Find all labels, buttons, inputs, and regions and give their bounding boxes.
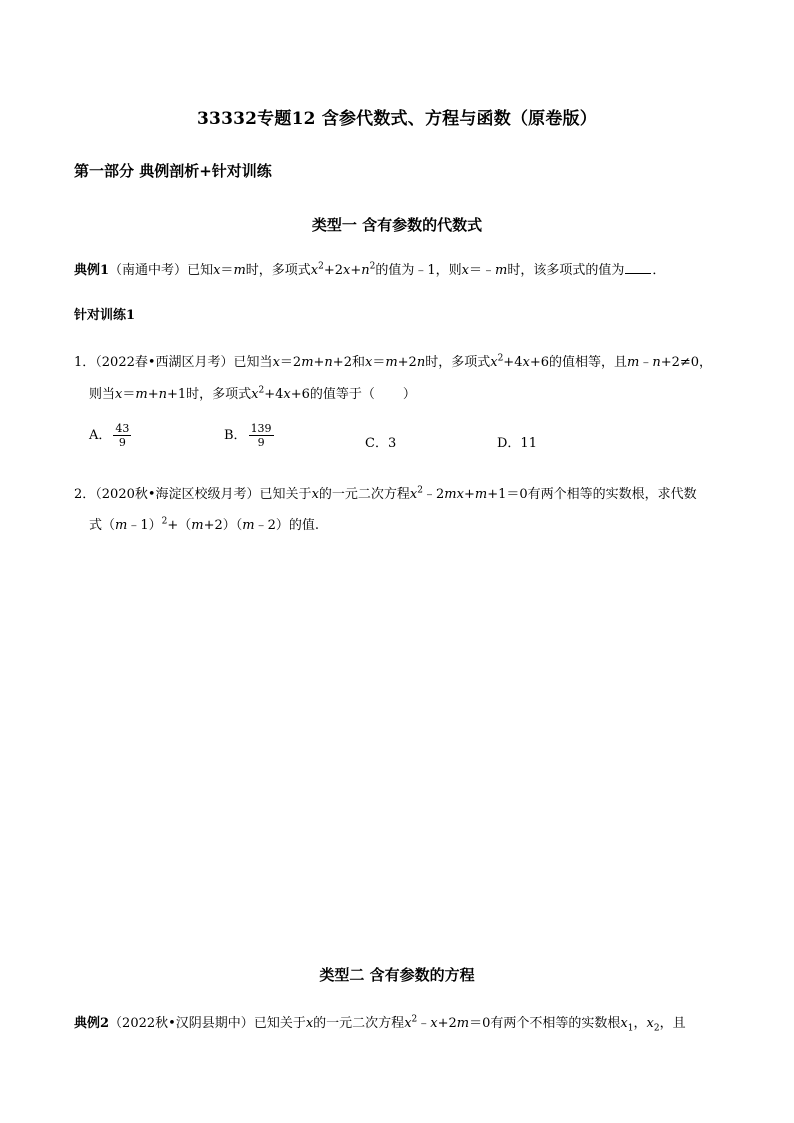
question-2-line-2: 式（m﹣1）$^2$+（m+2）（m﹣2）的值. xyxy=(89,516,319,533)
question-2-line-1: 2．（2020秋•海淀区校级月考）已知关于x的一元二次方程$x^2﹣2mx+m+1=0$有两个相等的实数根，求代数 xyxy=(74,485,697,502)
example-2: 典例2（2022秋•汉阴县期中）已知关于x的一元二次方程$x^2﹣x+2m=0$有两个不相等的实数根$x_1$，$x_2$，且 xyxy=(74,1014,686,1034)
fraction: $\frac{139}{9}$ xyxy=(250,422,272,449)
fraction: $\frac{43}{9}$ xyxy=(115,422,130,449)
option-a: A． $\frac{43}{9}$ xyxy=(89,422,130,449)
option-b: B． $\frac{139}{9}$ xyxy=(224,422,272,449)
section-heading-2: 类型二 含有参数的方程 xyxy=(319,966,475,984)
training-heading-1: 针对训练1 xyxy=(74,308,136,323)
example-label: 典例2 xyxy=(74,1016,110,1031)
option-c: C．3 xyxy=(365,436,397,451)
example-1: 典例1（南通中考）已知x＝m时，多项式$x^2+2x+n^2$的值为﹣1，则x＝﹣m时，该多项式的值为 ． xyxy=(74,261,666,278)
question-1-line-2: 则当x＝m+n+1时，多项式$x^2+4x+6$的值等于（ ） xyxy=(89,385,416,402)
answer-blank xyxy=(625,262,651,274)
document-title: 33332专题12 含参代数式、方程与函数（原卷版） xyxy=(197,109,597,129)
example-label: 典例1 xyxy=(74,263,110,278)
question-1-line-1: 1．（2022春•西湖区月考）已知当x＝2m+n+2和x＝m+2n时，多项式$x^2+4x+6$的值相等，且m﹣n+2≠0， xyxy=(74,353,713,370)
section-heading-1: 类型一 含有参数的代数式 xyxy=(311,216,483,234)
option-d: D．11 xyxy=(497,436,537,451)
part-heading: 第一部分 典例剖析+针对训练 xyxy=(74,162,272,180)
